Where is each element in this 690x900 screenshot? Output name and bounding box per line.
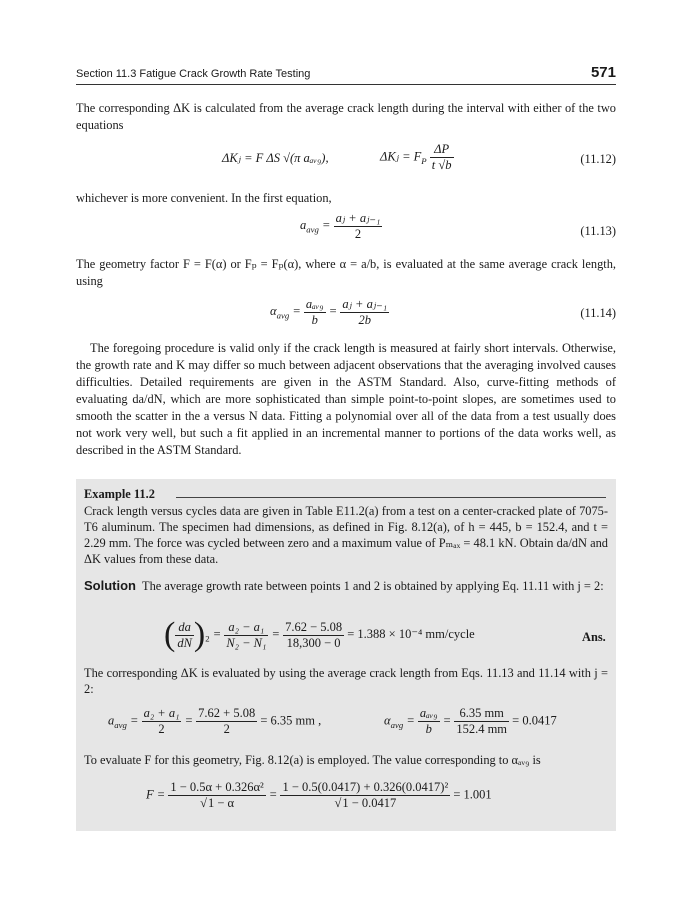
solution-text: The average growth rate between points 1 and 2 is obtained by applying Eq. 11.11 with j = 2: — [142, 579, 604, 593]
geometry-factor-equation: F = $\frac{\text{1 − 0.5α + 0.326α²}}{√1 - \alpha}$ = $\frac{\text{1 − 0.5(0.0417) + 0.326(0.0417)²}}{√1 - 0.0417}$ = 1.001 — [146, 780, 492, 810]
rate-f2-den: 18,300 − 0 — [286, 635, 341, 650]
example-title-rule — [176, 497, 606, 498]
procedure-paragraph: The foregoing procedure is valid only if the crack length is measured at fairly short intervals. Otherwise, the growth rate and K may differ so much between adjacent observations that the averaging involved causes difficulties. Detailed requirements are given in the ASTM Standard. Also, curve-fitting methods of evaluating da/dN, which are more sophisticated than simple point-to-point slopes, are sometimes used to smooth the scatter in the a versus N data. Fitting a polynomial over all of the data from a test usually does not work very well, but such a fit applied in an incremental manner to portions of the data works well, as described in the ASTM Standard. — [76, 341, 616, 457]
eq-11-13-lhs: a — [300, 217, 307, 232]
a-avg-f2-den: 2 — [223, 722, 230, 736]
eq-11-12-numerator: ΔP — [430, 142, 454, 158]
eq-11-13-lhs-sub: avg — [306, 224, 319, 235]
a-avg-result: = 6.35 mm , — [260, 713, 322, 728]
left-paren: ( — [164, 616, 176, 653]
eq-11-14-num1: aₐᵥ₉ — [305, 296, 324, 311]
right-paren: ) — [193, 616, 206, 653]
solution-paragraph — [84, 578, 608, 594]
eq-11-14-fraction-1 — [304, 297, 326, 328]
average-length-equation: $a_{avg}$ = $\frac{\text{a₂ + a₁}}{2}$ = $\frac{7.62 + 5.08}{2}$ = 6.35 mm , — [108, 706, 322, 736]
evaluate-paragraph: To evaluate F for this geometry, Fig. 8.12(a) is employed. The value corresponding to αₐᵥ₉ is — [84, 753, 541, 767]
equation-number-11-14: (11.14) — [580, 306, 616, 320]
convenient-text: whichever is more convenient. In the first equation, — [76, 191, 332, 205]
answer-label: Ans. — [582, 630, 606, 644]
a-avg-f2-num: 7.62 + 5.08 — [198, 706, 256, 720]
F-fraction-1 — [168, 780, 265, 811]
alpha-avg-fraction-1 — [418, 706, 440, 737]
eq-11-12-right-sub: P — [421, 155, 427, 166]
rate-f1-den: N₂ − N₁ — [226, 635, 267, 650]
F-lhs: F = — [146, 787, 166, 802]
alpha-avg-f2-num: 6.35 mm — [454, 706, 509, 722]
rate-f2-num: 7.62 − 5.08 — [285, 619, 343, 634]
running-header — [76, 64, 616, 85]
section-title: Section 11.3 Fatigue Crack Growth Rate Testing — [76, 68, 311, 80]
eq-11-12-right-prefix: ΔKⱼ = F — [380, 149, 422, 164]
rate-lhs-sub: 2 — [205, 633, 210, 644]
alpha-avg-fraction-2 — [454, 706, 509, 737]
eq-11-14-num2: aⱼ + aⱼ₋₁ — [342, 297, 388, 311]
equation-11-12-right — [380, 142, 454, 173]
eq-11-14-lhs-sub: avg — [276, 310, 290, 321]
rate-lhs-den: dN — [177, 635, 192, 650]
geometry-paragraph: The geometry factor F = F(α) or Fₚ = Fₚ(α), where α = a/b, is evaluated at the same average crack length, using — [76, 257, 616, 288]
rate-result: = 1.388 × 10⁻⁴ mm/cycle — [347, 626, 475, 641]
rate-f1-num: a₂ − a₁ — [224, 620, 268, 636]
rate-lhs-fraction — [175, 620, 194, 651]
eq-11-14-fraction-2 — [340, 296, 389, 328]
example-title: Example 11.2 — [84, 487, 155, 501]
F-f2-num: 1 − 0.5(0.0417) + 0.326(0.0417)² — [282, 780, 449, 794]
F-f1-num: 1 − 0.5α + 0.326α² — [170, 780, 264, 794]
F-f2-den-wrap: √1 − 0.0417 — [334, 796, 397, 810]
F-fraction-2 — [280, 780, 450, 811]
rate-lhs-num: da — [175, 620, 194, 636]
alpha-avg-f1-den: b — [425, 722, 432, 736]
equation-number-11-12: (11.12) — [580, 152, 616, 166]
eq-11-13-numerator: aⱼ + aⱼ₋₁ — [335, 211, 381, 225]
growth-rate-equation: ( $\frac{da}{dN}$ )$_2$ = $\frac{\text{a₂ − a₁}}{\text{N₂ − N₁}}$ = $\frac{7.62 - 5.08}{18,300 - 0}$ = 1.388 × 10⁻⁴ mm/cycle — [164, 616, 475, 653]
page-number: 571 — [590, 64, 616, 81]
F-result: = 1.001 — [453, 787, 492, 802]
intro-paragraph: The corresponding ΔK is calculated from the average crack length during the interval with either of the two equations — [76, 101, 616, 132]
alpha-avg-result: = 0.0417 — [512, 713, 557, 728]
equation-11-12-left: ΔKⱼ = F ΔS √(π aₐᵥ₉), — [222, 151, 329, 165]
eq-11-14-lhs: α — [270, 303, 277, 318]
rate-fraction-2 — [283, 620, 344, 651]
a-avg-lhs: a — [108, 713, 115, 728]
a-avg-sub: avg — [114, 719, 127, 730]
rate-fraction-1 — [224, 620, 268, 651]
alpha-avg-f1-num: aₐᵥ₉ — [419, 706, 438, 720]
F-f2-den: 1 − 0.0417 — [342, 796, 397, 810]
alpha-avg-f2-den: 152.4 mm — [456, 722, 508, 736]
eq-11-14-den2: 2b — [358, 313, 371, 327]
alpha-avg-sub: avg — [390, 719, 404, 730]
a-avg-fraction-1 — [142, 706, 182, 737]
a-avg-fraction-2 — [196, 706, 257, 737]
example-problem: Crack length versus cycles data are given in Table E11.2(a) from a test on a center-cracked plate of 7075-T6 aluminum. The specimen had dimensions, as defined in Fig. 8.12(a), of h = 445, b = 152.4, and t = 2.29 mm. The force was cycled between zero and a maximum value of Pₘₐₓ = 48.1 kN. Obtain da/dN and ΔK values from these data. — [84, 504, 608, 566]
a-avg-f1-den: 2 — [158, 722, 165, 736]
F-f1-den: 1 − α — [207, 796, 235, 810]
equation-number-11-13: (11.13) — [580, 224, 616, 238]
F-f1-den-wrap: √1 − α — [200, 796, 235, 810]
eq-11-13-fraction — [334, 210, 383, 242]
eq-11-12-denominator: t √b — [431, 158, 452, 172]
eq-11-14-den1: b — [311, 312, 318, 327]
deltaK-paragraph: The corresponding ΔK is evaluated by using the average crack length from Eqs. 11.13 and 11.14 with j = 2: — [84, 666, 608, 696]
alpha-avg-lhs: α — [384, 713, 391, 728]
a-avg-f1-num: a₂ + a₁ — [143, 706, 180, 720]
equation-11-14: $\alpha_{avg}$ = $\frac{\text{aₐᵥ₉}}{b}$ = $\frac{\text{aⱼ + aⱼ₋₁}}{2b}$ — [270, 296, 388, 327]
alpha-avg-equation: $\alpha_{avg}$ = $\frac{\text{aₐᵥ₉}}{b}$ = $\frac{6.35 mm}{152.4 mm}$ = 0.0417 — [384, 706, 557, 736]
eq-11-13-denominator: 2 — [354, 227, 362, 241]
equation-11-13: $a_{avg}$ = $\frac{\text{aⱼ + aⱼ₋₁}}{2}$ — [300, 211, 381, 241]
eq-11-12-fraction — [430, 142, 454, 173]
solution-label: Solution — [84, 578, 136, 593]
